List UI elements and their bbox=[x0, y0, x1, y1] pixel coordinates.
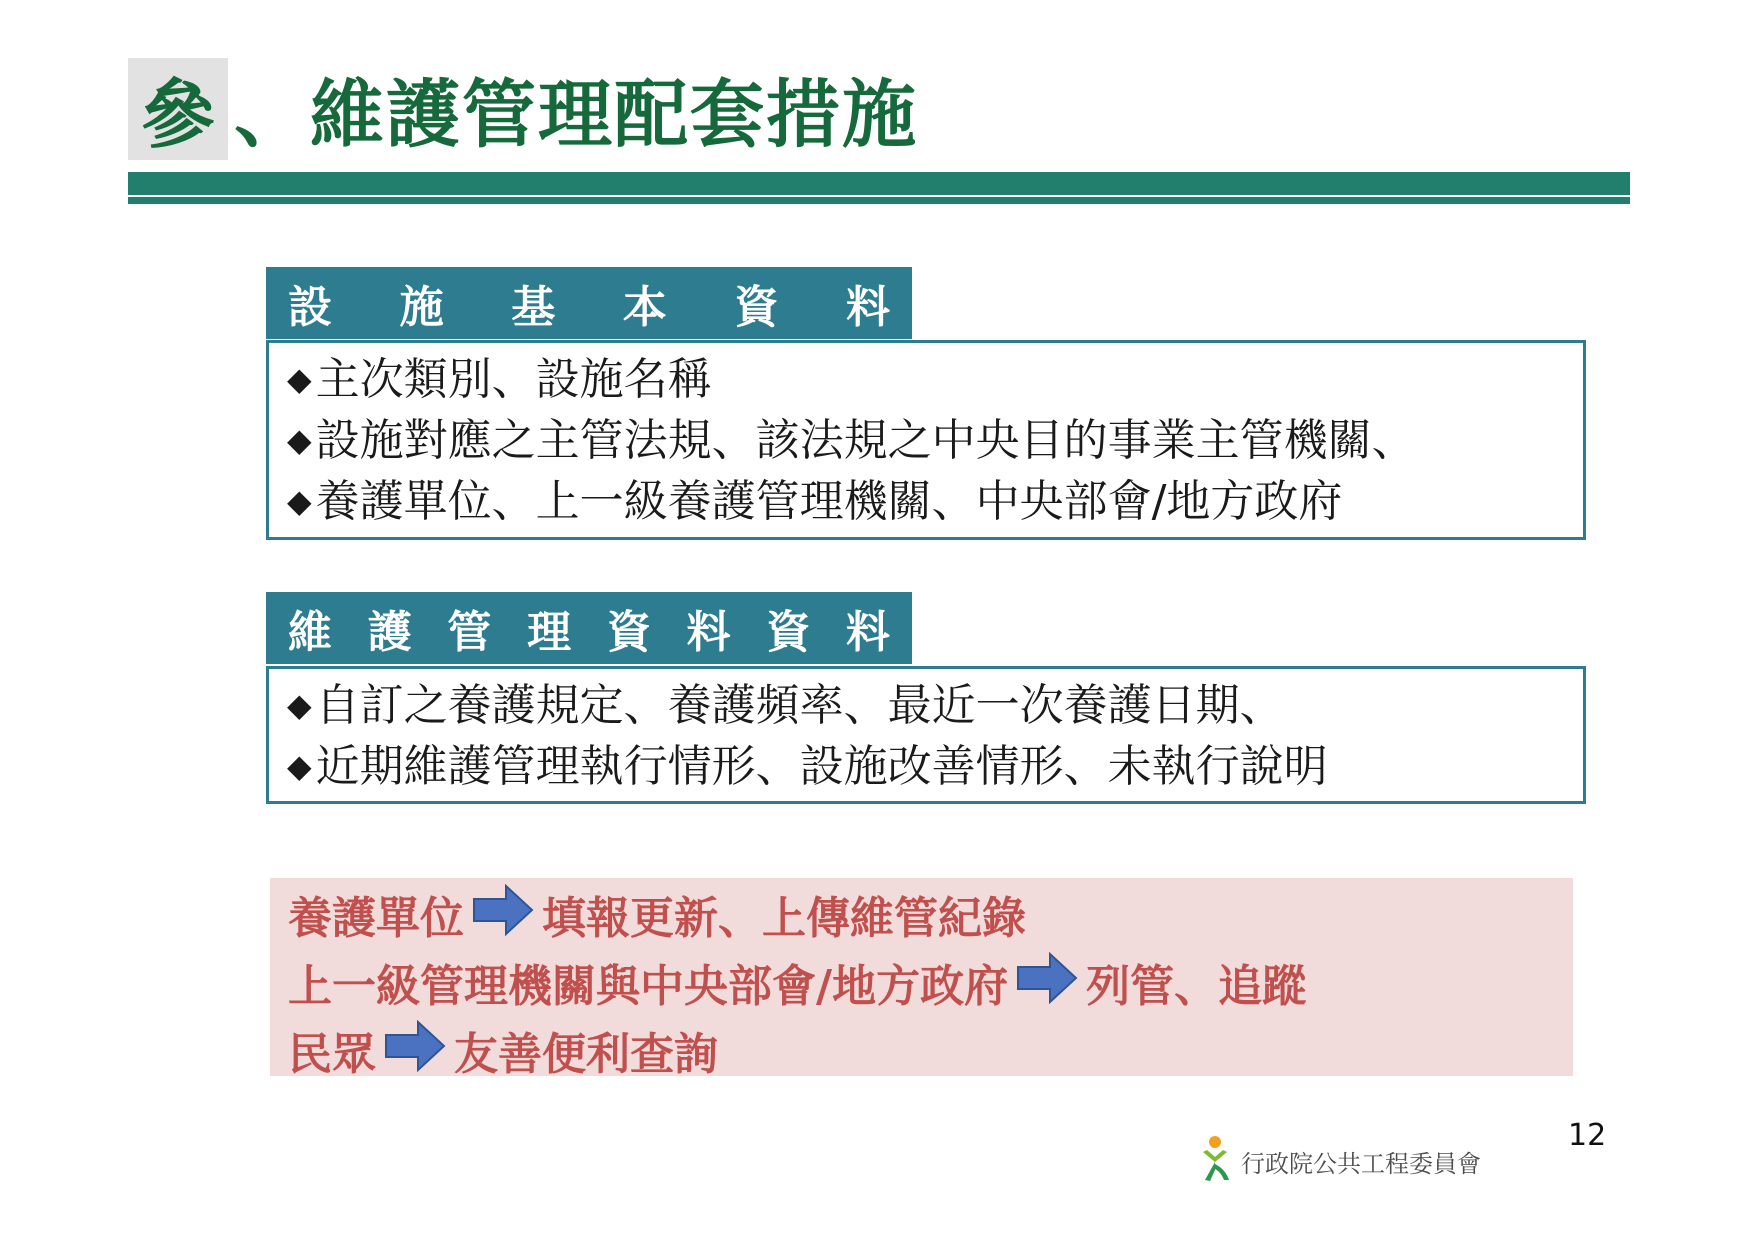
right-arrow-icon bbox=[384, 1020, 446, 1088]
page-number: 12 bbox=[1568, 1118, 1607, 1153]
header-char: 料 bbox=[845, 282, 890, 333]
list-item bbox=[287, 410, 1583, 471]
list-item-text: 主次類別、設施名稱 bbox=[315, 354, 712, 405]
summary-row bbox=[288, 1020, 1573, 1088]
bullet-icon: ◆ bbox=[287, 482, 312, 520]
header-char: 資 bbox=[606, 607, 651, 658]
title-number: 參 bbox=[128, 58, 228, 160]
section-header-maintenance-data bbox=[266, 592, 912, 664]
summary-action: 友善便利查詢 bbox=[454, 1028, 718, 1080]
header-char: 資 bbox=[766, 607, 811, 658]
summary-subject: 上一級管理機關與中央部會/地方政府 bbox=[288, 960, 1009, 1012]
header-char: 基 bbox=[511, 282, 556, 333]
right-arrow-icon bbox=[472, 884, 534, 952]
header-char: 設 bbox=[288, 282, 332, 333]
list-item-text: 設施對應之主管法規、該法規之中央目的事業主管機關、 bbox=[315, 415, 1416, 466]
list-item bbox=[287, 471, 1583, 532]
list-item-text: 近期維護管理執行情形、設施改善情形、未執行說明 bbox=[315, 741, 1328, 792]
bullet-icon: ◆ bbox=[287, 421, 312, 459]
title-underline-bar bbox=[128, 172, 1630, 204]
page-title bbox=[234, 56, 918, 162]
summary-subject: 養護單位 bbox=[288, 892, 464, 944]
header-char: 護 bbox=[367, 607, 412, 658]
bullet-icon: ◆ bbox=[287, 747, 312, 785]
list-item-text: 養護單位、上一級養護管理機關、中央部會/地方政府 bbox=[315, 476, 1343, 527]
organization-logo-icon bbox=[1193, 1134, 1237, 1188]
list-item bbox=[287, 736, 1583, 797]
section-box-facility-basic-data bbox=[266, 340, 1586, 540]
header-char: 施 bbox=[399, 282, 444, 333]
header-char: 管 bbox=[447, 607, 492, 658]
header-char: 理 bbox=[527, 607, 572, 658]
summary-row bbox=[288, 884, 1573, 952]
summary-action: 列管、追蹤 bbox=[1086, 960, 1307, 1012]
header-char: 資 bbox=[734, 282, 779, 333]
title-text: 維護管理配套措施 bbox=[310, 72, 918, 158]
bullet-icon: ◆ bbox=[287, 360, 312, 398]
summary-box bbox=[270, 878, 1573, 1080]
right-arrow-icon bbox=[1016, 952, 1078, 1020]
header-char: 維 bbox=[288, 607, 332, 658]
summary-action: 填報更新、上傳維管紀錄 bbox=[542, 892, 1026, 944]
header-char: 料 bbox=[845, 607, 890, 658]
summary-subject: 民眾 bbox=[288, 1028, 376, 1080]
title-block bbox=[128, 57, 918, 161]
summary-row bbox=[288, 952, 1573, 1020]
title-separator: 、 bbox=[234, 72, 310, 158]
list-item bbox=[287, 675, 1583, 736]
section-header-facility-basic-data bbox=[266, 267, 912, 339]
organization-footer bbox=[1193, 1134, 1481, 1188]
organization-name: 行政院公共工程委員會 bbox=[1241, 1149, 1481, 1178]
header-char: 料 bbox=[686, 607, 731, 658]
list-item bbox=[287, 349, 1583, 410]
list-item-text: 自訂之養護規定、養護頻率、最近一次養護日期、 bbox=[315, 680, 1284, 731]
header-char: 本 bbox=[622, 282, 667, 333]
bullet-icon: ◆ bbox=[287, 686, 312, 724]
section-box-maintenance-data bbox=[266, 666, 1586, 804]
